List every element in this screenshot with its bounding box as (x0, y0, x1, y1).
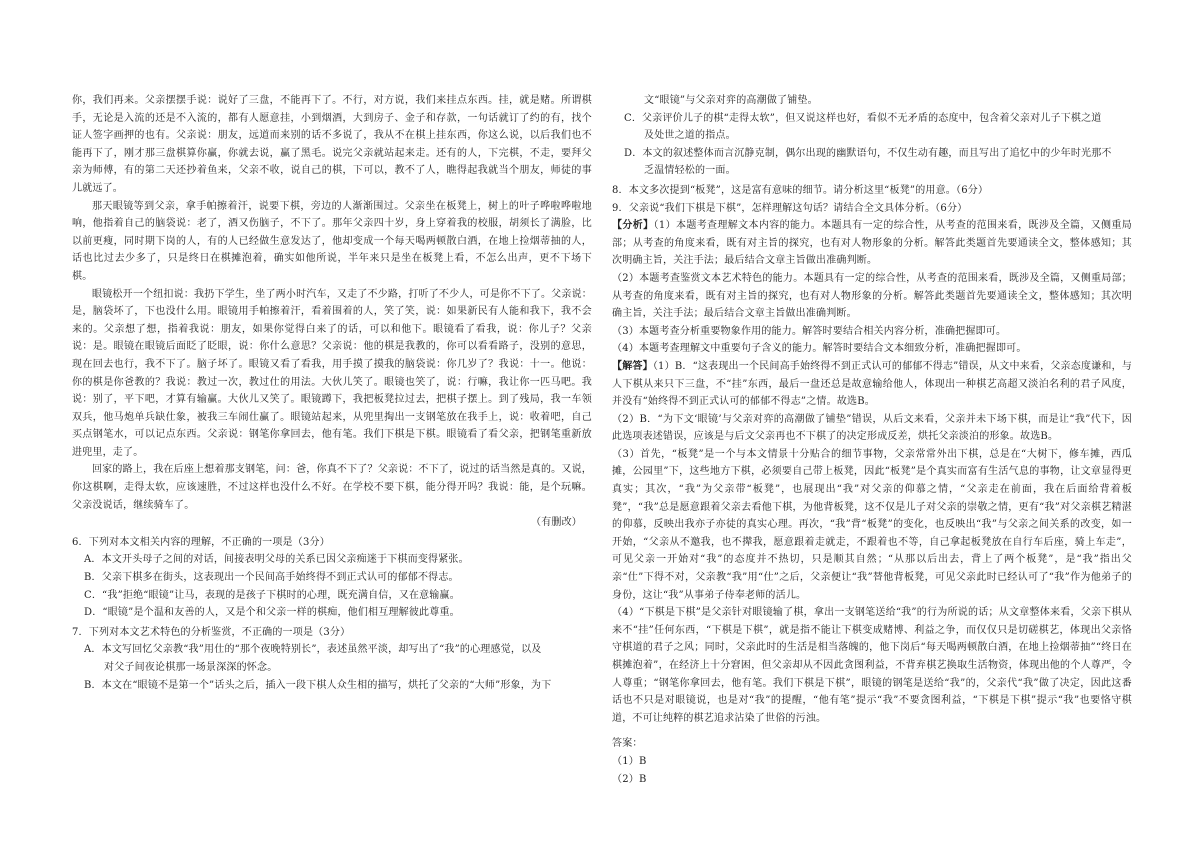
answer-2: （2）B．“为下文‘眼镜’与父亲对弈的高潮做了铺垫”错误，从后文来看，父亲并未下场下棋，而是让“我”代下，因此选项表述错误，应该是与后文父亲再也不下棋了的决定形成反差，烘托父亲淡泊的形象。故选B。 (612, 413, 1132, 443)
analysis-tag: 【分析】 (612, 220, 654, 232)
passage-paragraph-3: 眼镜松开一个纽扣说：我扔下学生，坐了两小时汽车，又走了不少路，打听了不少人，可是你不下了。父亲说：是，脑袋坏了，下也没什么用。眼镜用手帕擦着汗，看着围着的人，笑了笑，说：如果新民有人能和我下，我不会来的。父亲想了想，指着我说：朋友，如果你觉得白来了的话，可以和他下。眼镜看了看我，说：你儿子？父亲说：是。眼镜在眼镜后面眨了眨眼，说：你什么意思？父亲说：他的棋是我教的，你可以看看路子，没别的意思，现在回去也行，我不下了。脑子坏了。眼镜又看了看我，用手摸了摸我的脑袋说：你几岁了？我说：十一。他说：你的棋是你爸教的？我说：教过一次，教过仕的用法。大伙儿笑了。眼镜也笑了，说：行嘛，我让你一匹马吧。我说：别了，平下吧，才算有输赢。大伙儿又笑了。眼镜蹲下，我把板凳拉过去，把棋子摆上。到了残局，我一车领双兵，他马炮单兵缺仕象，被我三车闹仕赢了。眼镜站起来，从兜里掏出一支钢笔放在我手上，说：收着吧，自己买点钢笔水，可以记点东西。父亲说：钢笔你拿回去，他有笔。我们下棋是下棋。眼镜看了看父亲，把钢笔重新放进兜里，走了。 (72, 288, 592, 458)
answer-tag: 【解答】 (612, 360, 653, 372)
question-9: 9．父亲说“我们下棋是下棋”，怎样理解这句话？请结合全文具体分析。（6分） (612, 202, 968, 214)
analysis-4: （4）本题考查理解文中重要句子含义的能力。解答时要结合文本细致分析，准确把握即可。 (612, 343, 1027, 355)
question-6-option-d: D．“眼镜”是个温和友善的人，又是个和父亲一样的棋痴，他们相互理解彼此尊重。 (84, 607, 460, 619)
question-6-stem: 6．下列对本文相关内容的理解，不正确的一项是（3分） (72, 536, 330, 548)
question-7-option-d-cont: 乏温情轻松的一面。 (644, 165, 736, 177)
question-6-option-b: B．父亲下棋多在街头，这表现出一个民间高手始终得不到正式认可的郁郁不得志。 (84, 572, 459, 584)
question-7-option-c: C．父亲评价儿子的棋“走得太软”，但又说这样也好，看似不无矛盾的态度中，包含着父亲对儿子下棋之道 (624, 112, 1102, 124)
analysis-2: （2）本题考查鉴赏文本艺术特色的能力。本题具有一定的综合性，从考查的范围来看，既涉及全篇，又侧重局部；从考查的角度来看，既有对主旨的探究，也有对人物形象的分析。解答此类题首先要通读全文，整体感知；其次明确主旨，关注手法；最后结合文章主旨做出准确判断。 (612, 272, 1132, 320)
passage-paragraph-2: 那天眼镜等到父亲，拿手帕擦着汗，说要下棋，旁边的人渐渐围过。父亲坐在板凳上，树上的叶子哗啦哗啦地响，他指着自己的脑袋说：老了，酒又伤脑子，不下了。那年父亲四十岁，身上穿着我的校服，胡须长了满脸，比以前更瘦，同时期下岗的人，有的人已经做生意发达了，他却变成一个每天喝两顿散白酒，在地上捡烟蒂抽的人，话也比过去少多了，只是终日在棋摊泡着，确实如他所说，半年来只是坐在板凳上看，不怎么出声，更不下场下棋。 (72, 200, 592, 282)
passage-paragraph-1: 你，我们再来。父亲摆摆手说：说好了三盘，不能再下了。不行，对方说，我们来挂点东西。挂，就是赌。所谓棋手，无论是入流的还是不入流的，都有人愿意挂，小到烟酒，大到房子、金子和存款，一句话就订了约的有，找个证人签字画押的也有。父亲说：朋友，远道而来别的话不多说了，我从不在棋上挂东西，你这么说，以后我们也不能再下了，刚才那三盘棋算你赢，你就去说，赢了黑毛。说完父亲就站起来走。还有的人，下完棋，不走，要拜父亲为师傅，有的第二天还抄着鱼来，父亲不收，说自己的棋，下可以，教不了人，瞧得起我就当个朋友，师徒的事儿就远了。 (72, 95, 592, 194)
question-7-option-b-cont: 文“眼镜”与父亲对弈的高潮做了铺垫。 (644, 95, 818, 106)
right-column (612, 92, 1132, 788)
question-8: 8．本文多次提到“板凳”，这是富有意味的细节。请分析这里“板凳”的用意。（6分） (612, 184, 989, 196)
source-note: （有删改） (531, 517, 582, 529)
left-column (72, 92, 592, 694)
answer-block (612, 358, 1132, 411)
answer-4: （4）“下棋是下棋”是父亲针对眼镜输了棋，拿出一支钢笔送给“我”的行为所说的话；从文章整体来看，父亲下棋从来不“挂”任何东西，“下棋是下棋”，就是指不能让下棋变成赌博、利益之争，而仅仅只是切磋棋艺，体现出父亲恪守棋道的君子之风；同时，父亲此时的生活是相当落魄的，他下岗后“每天喝两顿散白酒，在地上捡烟蒂抽”“终日在棋摊泡着”，在经济上十分窘困，但父亲却从不因此贪图利益，不背弃棋艺换取生活物资，体现出他的个人尊严，令人尊重；“钢笔你拿回去，他有笔。我们下棋是下棋”，眼镜的钢笔是送给“我”的，父亲代“我”做了决定，因此这番话也不只是对眼镜说，也是对“我”的提醒，“他有笔”提示“我”不要贪图利益，“下棋是下棋”提示“我”也要恪守棋道，不可让纯粹的棋艺追求沾染了世俗的污浊。 (612, 607, 1132, 724)
final-answer-1: （1）B (612, 755, 647, 767)
question-7-option-a-cont: 对父子间夜论棋那一场景深深的怀念。 (104, 662, 278, 673)
passage-paragraph-4: 回家的路上，我在后座上想着那支钢笔，问：爸，你真不下了？父亲说：不下了，说过的话当然是真的。又说，你这棋啊，走得太软，应该速胜，不过这样也没什么不好。在学校不要下棋，能分得开吗？我说：能，是个玩嘛。父亲没说话，继续骑车了。 (72, 464, 592, 511)
analysis-block (612, 217, 1132, 270)
analysis-1: （1）本题考查理解文本内容的能力。本题具有一定的综合性，从考查的范围来看，既涉及全篇，又侧重局部；从考查的角度来看，既有对主旨的探究，也有对人物形象的分析。解答此类题首先要通读全文，整体感知；其次明确主旨，关注手法；最后结合文章主旨做出准确判断。 (612, 220, 1132, 267)
final-answer-2: （2）B (612, 773, 647, 785)
answer-1: （1）B．“这表现出一个民间高手始终得不到正式认可的郁郁不得志”错误，从文中来看，父亲态度谦和，与人下棋从来只下三盘，不“挂”东西，最后一盘还总是故意输给他人，体现出一种棋艺高超又淡泊名利的君子风度，并没有“始终得不到正式认可的郁郁不得志”之情。故选B。 (612, 360, 1132, 408)
question-7-option-a: A．本文写回忆父亲教“我”用仕的“那个夜晚特别长”，表述虽然平淡，却写出了“我”的心理感觉，以及 (84, 644, 542, 656)
question-7-option-c-cont: 及处世之道的指点。 (644, 130, 736, 142)
answers-label: 答案： (612, 738, 643, 750)
question-6-option-a: A．本文开头母子之间的对话，间接表明父母的关系已因父亲痴迷于下棋而变得紧张。 (84, 554, 469, 566)
question-7-option-d: D．本文的叙述整体而言沉静克制，偶尔出现的幽默语句，不仅生动有趣，而且写出了追忆中的少年时光那不 (624, 147, 1112, 159)
analysis-3: （3）本题考查分析重要物象作用的能力。解答时要结合相关内容分析，准确把握即可。 (612, 325, 1007, 337)
question-7-stem: 7．下列对本文艺术特色的分析鉴赏，不正确的一项是（3分） (72, 626, 351, 638)
question-7-option-b: B．本文在“眼镜不是第一个”话头之后，插入一段下棋人众生相的描写，烘托了父亲的“大师”形象，为下 (84, 679, 552, 691)
question-6-option-c: C．“我”拒绝“眼镜”让马，表现的是孩子下棋时的心理，既充满自信，又在意输赢。 (84, 589, 460, 601)
answer-3: （3）首先，“板凳”是一个与本文情景十分贴合的细节事物，父亲常常外出下棋，总是在“大树下，修车摊，西瓜摊，公园里”下，这些地方下棋，必须要自己带上板凳，因此“板凳”是个真实而富有生活气息的事物，让文章显得更真实；其次，“我”为父亲带“板凳”，也展现出“我”对父亲的仰慕之情，“父亲走在前面，我在后面给背着板凳”，“我”总是愿意跟着父亲去看他下棋，为他背板凳，这不仅是儿子对父亲的崇敬之情，更有“我”对父亲棋艺精湛的仰慕，反映出我亦子亦徒的真实心理。再次，“我”背“板凳”的变化，也反映出“我”与父亲之间关系的改变，如一开始，“父亲从不邀我，也不撵我，愿意跟着走就走，不跟着也不等，自己拿起板凳放在自行车后座，骑上车走”，可见父亲一开始对“我”的态度并不热切，只是顺其自然；“从那以后出去，背上了两个板凳”，是“我”指出父亲“仕”下得不对，父亲教“我”用“仕”之后，父亲便让“我”替他背板凳，可见父亲此时已经认可了“我”作为他弟子的身份，这让“我”从事弟子侍奉老师的活儿。 (612, 448, 1132, 601)
